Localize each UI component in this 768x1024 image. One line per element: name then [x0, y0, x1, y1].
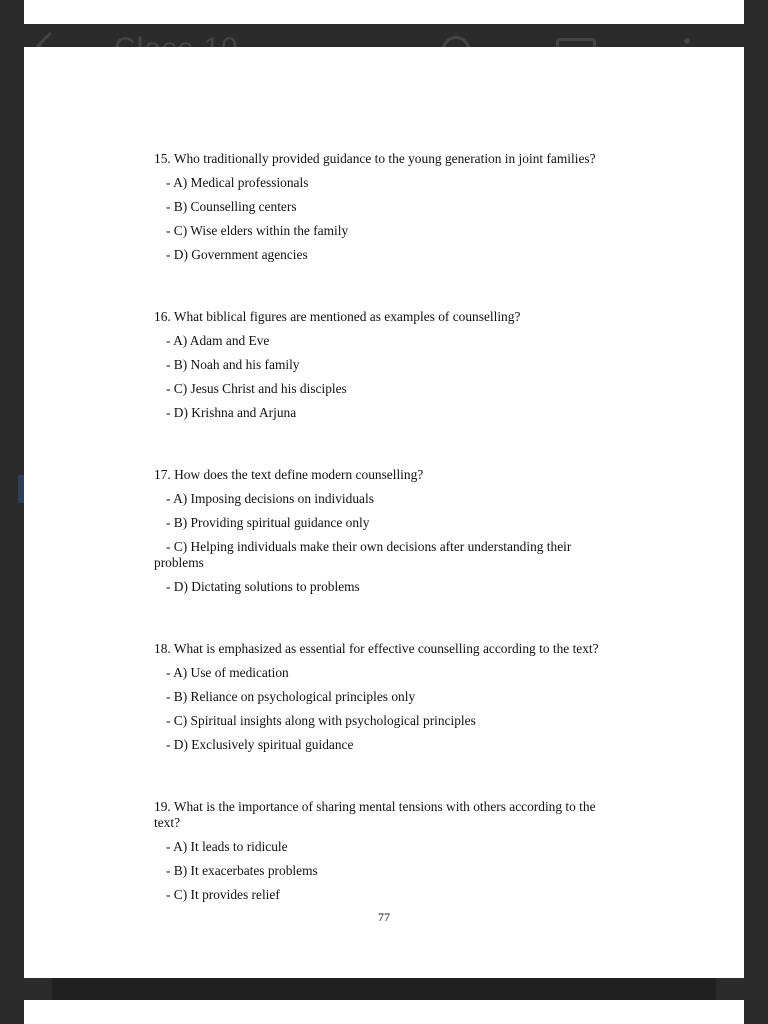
question-text: 15. Who traditionally provided guidance to the young generation in joint families?: [154, 151, 596, 166]
question-16: [154, 309, 616, 421]
option-c: - C) Spiritual insights along with psychological principles: [166, 713, 476, 728]
previous-page[interactable]: [24, 0, 744, 24]
question-17: [154, 467, 616, 595]
question-text: 19. What is the importance of sharing mental tensions with others according to the text?: [154, 799, 596, 830]
option-d: - D) Krishna and Arjuna: [166, 405, 297, 420]
document-page: [24, 47, 744, 978]
option-b: - B) Providing spiritual guidance only: [166, 515, 370, 530]
more-options-icon[interactable]: [684, 38, 690, 44]
question-text: 17. How does the text define modern counselling?: [154, 467, 424, 482]
option-c: - C) It provides relief: [166, 887, 280, 902]
option-a: - A) It leads to ridicule: [166, 839, 288, 854]
question-text: 18. What is emphasized as essential for effective counselling according to the text?: [154, 641, 599, 656]
option-b: - B) Counselling centers: [166, 199, 297, 214]
question-18: [154, 641, 616, 753]
option-a: - A) Adam and Eve: [166, 333, 270, 348]
question-19: [154, 799, 616, 903]
question-text: 16. What biblical figures are mentioned as examples of counselling?: [154, 309, 521, 324]
option-d: - D) Dictating solutions to problems: [166, 579, 360, 594]
page-content: [154, 151, 616, 949]
option-c: - C) Helping individuals make their own decisions after understanding their problems: [154, 539, 572, 570]
option-a: - A) Imposing decisions on individuals: [166, 491, 374, 506]
option-a: - A) Medical professionals: [166, 175, 309, 190]
option-b: - B) Noah and his family: [166, 357, 300, 372]
page-number: 77: [378, 910, 390, 924]
next-page[interactable]: [24, 1000, 744, 1024]
option-c: - C) Jesus Christ and his disciples: [166, 381, 347, 396]
option-d: - D) Exclusively spiritual guidance: [166, 737, 354, 752]
option-b: - B) It exacerbates problems: [166, 863, 318, 878]
question-15: [154, 151, 616, 263]
option-a: - A) Use of medication: [166, 665, 289, 680]
page-separator: [52, 978, 716, 1000]
option-c: - C) Wise elders within the family: [166, 223, 349, 238]
option-b: - B) Reliance on psychological principles only: [166, 689, 416, 704]
option-d: - D) Government agencies: [166, 247, 308, 262]
